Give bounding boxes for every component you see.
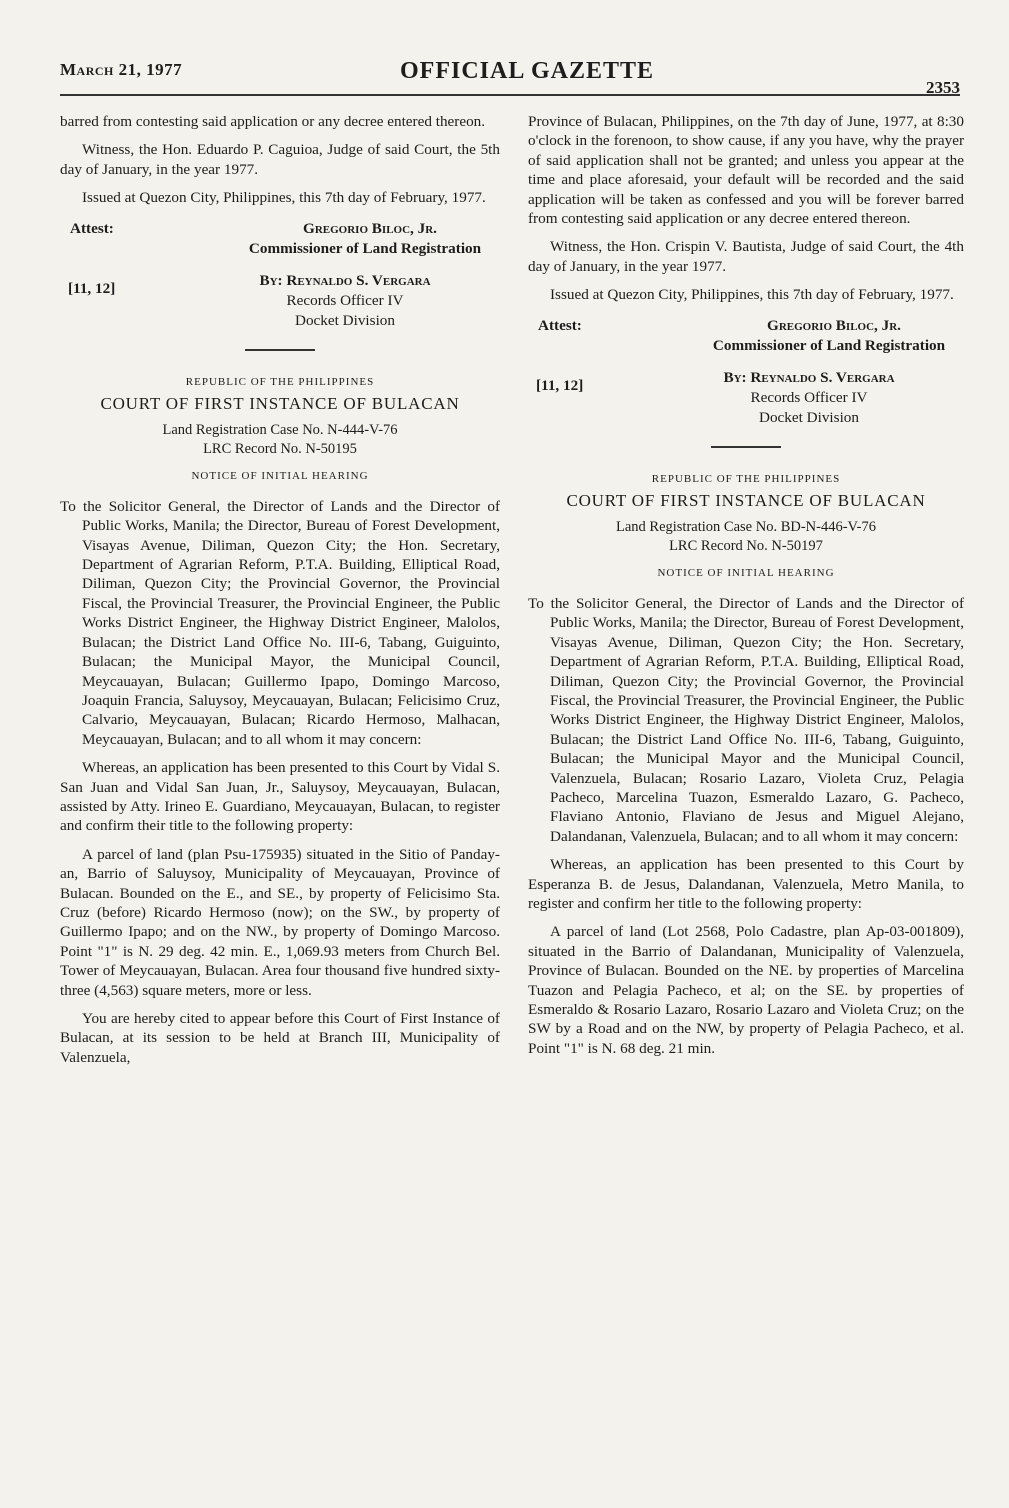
publication-title: OFFICIAL GAZETTE [400,58,655,84]
addressees: To the Solicitor General, the Director of Lands and the Director of Public Works, Manila; the Director, Bureau of Forest Development, Visayas Avenue, Diliman, Quezon City; the Hon. Secretary, Department of Agrarian Reform, P.T.A. Building, Elliptical Road, Diliman, Quezon City; the Provincial Governor, the Provincial Fiscal, the Provincial Treasurer, the Provincial Engineer, the Public Works District Engineer, the Highway District Engineer, Malolos, Bulacan; the District Land Office No. III-6, Tabang, Guiguinto, Bulacan; the Municipal Mayor and the Municipal Council, Valenzuela, Bulacan; Rosario Lazaro, Violeta Cruz, Pelagia Pacheco, Marcelina Tuazon, Esmeraldo Lazaro, G. Pacheco, Flaviano Antonio, Flaviano de Jesus and Miguel Alejano, Dalandanan, Valenzuela, Bulacan; and to all whom it may concern: [528,594,964,845]
deputy-name: By: Reynaldo S. Vergara [259,271,431,289]
case-number: Land Registration Case No. BD-N-446-V-76 [615,519,877,536]
signer-name: Gregorio Biloc, Jr. [303,219,437,237]
header-rule [60,94,960,96]
signer-title: Commissioner of Land Registration [712,336,946,354]
notice-heading: NOTICE OF INITIAL HEARING [191,470,369,483]
right-column [528,112,964,1067]
page-number: 2353 [926,78,960,97]
notice-heading: NOTICE OF INITIAL HEARING [657,567,835,580]
whereas-paragraph: Whereas, an application has been presented to this Court by Vidal S. San Juan and Vidal San Juan, Jr., Saluysoy, Meycauayan, Bulacan, assisted by Atty. Irineo E. Guardiano, Meycauayan, Bulacan, to register and confirm their title to the following property: [60,759,500,835]
parcel-description: A parcel of land (Lot 2568, Polo Cadastre, plan Ap-03-001809), situated in the Barrio of Dalandanan, Municipality of Valenzuela, Province of Bulacan. Bounded on the NE. by properties of Marcelina Tuazon and Pelagia Pacheco, et al; on the SE. by properties of Esmeraldo & Rosario Lazaro, Rosario Lazaro and Violeta Cruz; on the SW by a Road and on the NW, by property of Pelagia Pacheco, et al. Point "1" is N. 68 deg. 21 min. [528,923,964,1057]
signature-block [528,314,964,432]
addressees: To the Solicitor General, the Director of Lands and the Director of Public Works, Manila; the Director, Bureau of Forest Development, Visayas Avenue, Diliman, Quezon City; the Hon. Secretary, Department of Agrarian Reform, P.T.A. Building, Elliptical Road, Diliman, Quezon City; the Provincial Governor, the Provincial Fiscal, the Provincial Treasurer, the Provincial Engineer, the Public Works District Engineer, the Highway District Engineer, Malolos, Bulacan; the District Land Office No. III-6, Tabang, Guiguinto, Bulacan; the Municipal Mayor, the Municipal Council, Meycauayan, Bulacan; Guillermo Ipapo, Domingo Marcoso, Joaquin Francia, Saluysoy, Meycauayan, Bulacan; Felicisimo Cruz, Calvario, Meycauayan, Bulacan; Ricardo Hermoso, Malhacan, Meycauayan, Bulacan; and to all whom it may concern: [60,497,500,748]
paragraph: barred from contesting said application or any decree entered thereon. [60,113,486,130]
signature-block [60,217,500,335]
deputy-title: Records Officer IV [750,388,868,406]
court-heading: COURT OF FIRST INSTANCE OF BULACAN [100,394,460,414]
lrc-record: LRC Record No. N-50195 [203,441,357,458]
deputy-title: Records Officer IV [286,291,404,309]
reference-number: [11, 12] [68,279,116,297]
summons-paragraph: You are hereby cited to appear before this Court of First Instance of Bulacan, at its session to be held at Branch III, Municipality of Valenzuela, [60,1010,500,1066]
section-divider [711,446,781,448]
deputy-name: By: Reynaldo S. Vergara [723,368,895,386]
parcel-description: A parcel of land (plan Psu-175935) situated in the Sitio of Panday-an, Barrio of Saluysoy, Municipality of Meycauayan, Province of Bulacan. Bounded on the E., and SE., by property of Felicisimo Sta. Cruz (before) Ricardo Hermoso (now); on the SW., by property of Guillermo Ipapo; and on the NW., by property of Domingo Marcoso. Point "1" is N. 29 deg. 42 min. E., 1,069.93 meters from Church Bel. Tower of Meycauayan, Bulacan. Area four thousand five hundred sixty-three (4,563) square meters, more or less. [60,845,500,999]
page-header [60,52,960,97]
republic-heading: REPUBLIC OF THE PHILIPPINES [651,472,841,485]
lrc-record: LRC Record No. N-50197 [669,538,823,555]
witness-paragraph: Witness, the Hon. Crispin V. Bautista, Judge of said Court, the 4th day of January, in the year 1977. [528,238,964,275]
issued-paragraph: Issued at Quezon City, Philippines, this 7th day of February, 1977. [550,286,954,304]
reference-number: [11, 12] [536,376,584,394]
left-column [60,112,500,1076]
court-heading: COURT OF FIRST INSTANCE OF BULACAN [566,491,926,511]
section-divider [245,349,315,351]
issued-paragraph: Issued at Quezon City, Philippines, this 7th day of February, 1977. [82,189,486,207]
attest-label: Attest: [70,219,114,237]
issue-date: March 21, 1977 [60,60,183,79]
case-number: Land Registration Case No. N-444-V-76 [162,422,398,439]
deputy-division: Docket Division [295,311,395,329]
deputy-division: Docket Division [759,408,859,426]
whereas-paragraph: Whereas, an application has been presented to this Court by Esperanza B. de Jesus, Dalandanan, Valenzuela, Metro Manila, to register and confirm her title to the following property: [528,856,964,912]
signer-title: Commissioner of Land Registration [248,239,482,257]
signer-name: Gregorio Biloc, Jr. [767,316,901,334]
paragraph: Province of Bulacan, Philippines, on the 7th day of June, 1977, at 8:30 o'clock in the forenoon, to show cause, if any you have, why the prayer of said application shall not be granted; and unless you appear at the time and place aforesaid, your default will be recorded and the said application will be taken as confessed and you will be forever barred from contesting said application or any decree entered thereon. [528,113,964,228]
attest-label: Attest: [538,316,582,334]
witness-paragraph: Witness, the Hon. Eduardo P. Caguioa, Judge of said Court, the 5th day of January, in the year 1977. [60,141,500,178]
republic-heading: REPUBLIC OF THE PHILIPPINES [185,375,375,388]
